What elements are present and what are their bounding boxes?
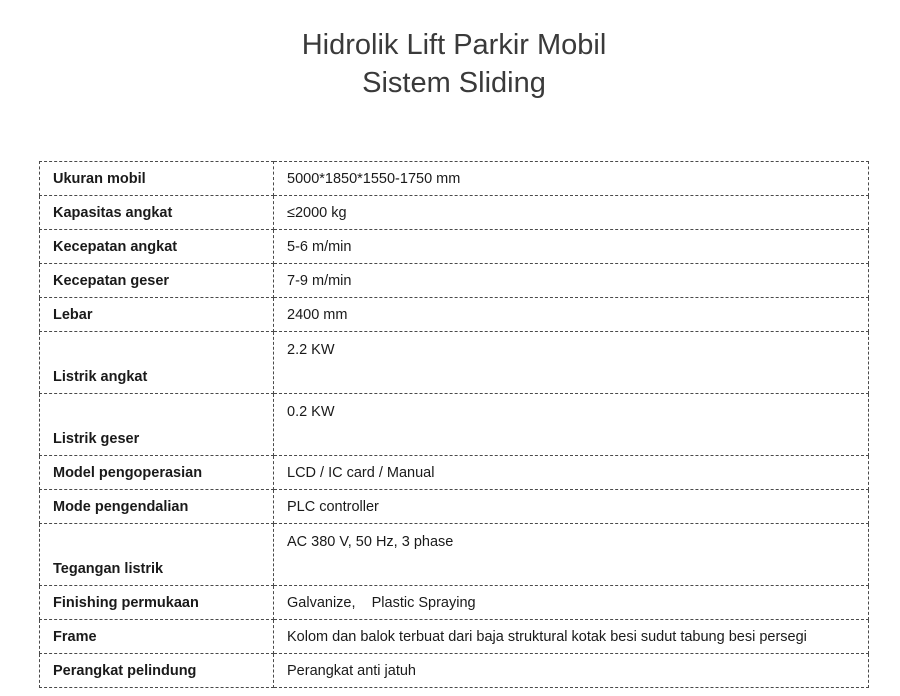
- spec-value: ≤2000 kg: [274, 196, 869, 230]
- spec-label: Tegangan listrik: [40, 524, 274, 586]
- table-row: [40, 332, 869, 394]
- table-row: [40, 620, 869, 654]
- spec-value: 0.2 KW: [274, 394, 869, 456]
- spec-label: Ukuran mobil: [40, 162, 274, 196]
- table-row: [40, 654, 869, 688]
- spec-label: Model pengoperasian: [40, 456, 274, 490]
- spec-value: 5-6 m/min: [274, 230, 869, 264]
- spec-value: LCD / IC card / Manual: [274, 456, 869, 490]
- spec-value: Perangkat anti jatuh: [274, 654, 869, 688]
- table-row: [40, 586, 869, 620]
- table-row: [40, 230, 869, 264]
- spec-label: Finishing permukaan: [40, 586, 274, 620]
- spec-label: Perangkat pelindung: [40, 654, 274, 688]
- spec-value: 5000*1850*1550-1750 mm: [274, 162, 869, 196]
- spec-label: Lebar: [40, 298, 274, 332]
- spec-value: AC 380 V, 50 Hz, 3 phase: [274, 524, 869, 586]
- spec-label: Kapasitas angkat: [40, 196, 274, 230]
- spec-value: 2.2 KW: [274, 332, 869, 394]
- spec-label: Mode pengendalian: [40, 490, 274, 524]
- spec-value: 2400 mm: [274, 298, 869, 332]
- title-line-2: Sistem Sliding: [362, 67, 546, 99]
- title-line-1: Hidrolik Lift Parkir Mobil: [301, 29, 607, 61]
- page-title: [0, 26, 900, 102]
- spec-label: Listrik angkat: [40, 332, 274, 394]
- table-row: [40, 524, 869, 586]
- spec-label: Kecepatan geser: [40, 264, 274, 298]
- spec-table: [39, 161, 869, 688]
- table-row: [40, 456, 869, 490]
- spec-value: Kolom dan balok terbuat dari baja struktural kotak besi sudut tabung besi persegi: [274, 620, 869, 654]
- spec-value: 7-9 m/min: [274, 264, 869, 298]
- table-row: [40, 490, 869, 524]
- table-row: [40, 196, 869, 230]
- table-row: [40, 298, 869, 332]
- table-row: [40, 264, 869, 298]
- table-row: [40, 394, 869, 456]
- spec-value: Galvanize, Plastic Spraying: [274, 586, 869, 620]
- spec-value: PLC controller: [274, 490, 869, 524]
- table-row: [40, 162, 869, 196]
- spec-label: Frame: [40, 620, 274, 654]
- spec-label: Kecepatan angkat: [40, 230, 274, 264]
- spec-label: Listrik geser: [40, 394, 274, 456]
